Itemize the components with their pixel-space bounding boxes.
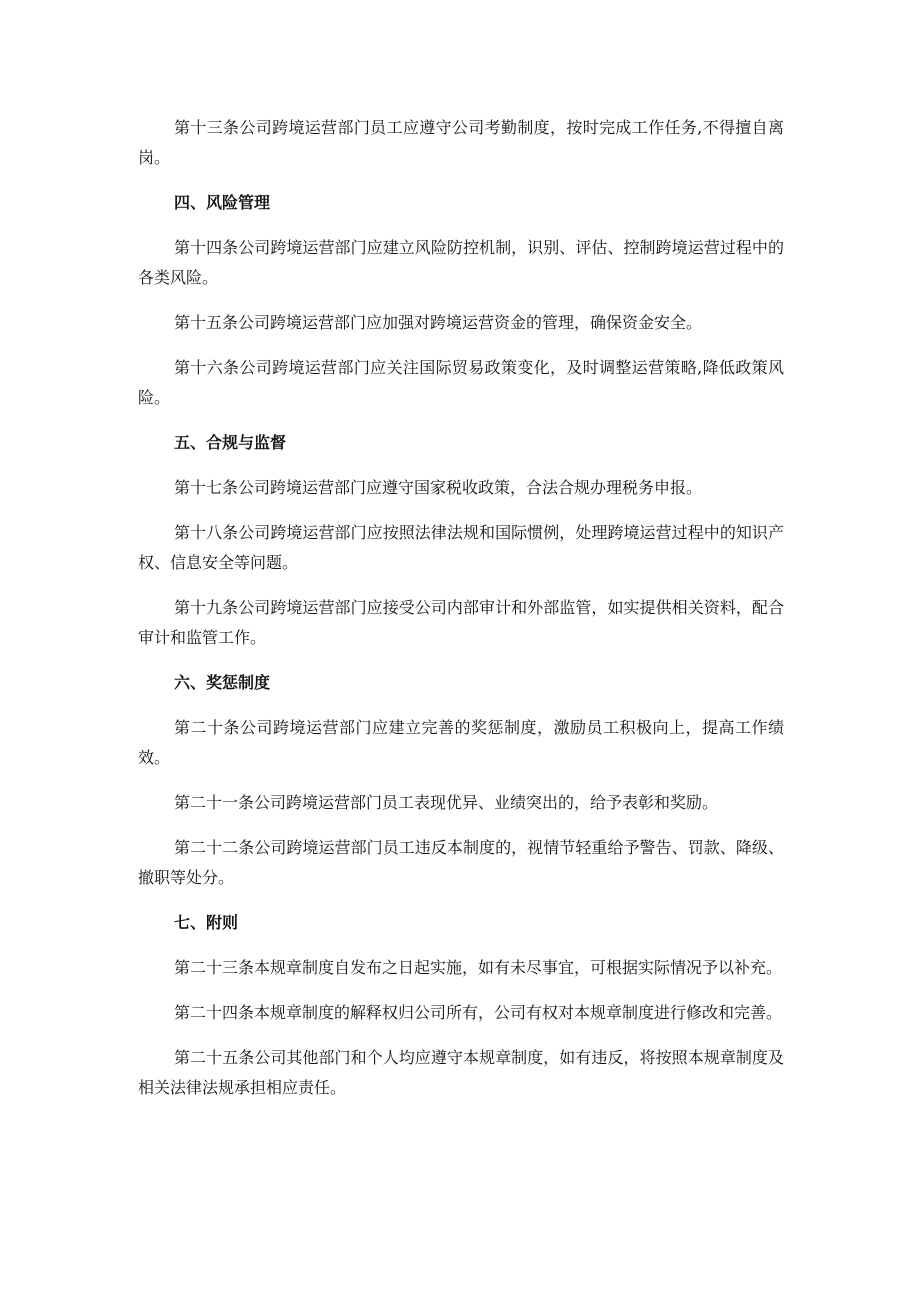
section-heading-compliance: 五、合规与监督 [174, 433, 287, 452]
article-18: 第十八条公司跨境运营部门应按照法律法规和国际惯例，处理跨境运营过程中的知识产权、信息安全等问题。 [138, 523, 784, 572]
article-16: 第十六条公司跨境运营部门应关注国际贸易政策变化，及时调整运营策略,降低政策风险。 [138, 358, 784, 407]
article-23: 第二十三条本规章制度自发布之日起实施，如有未尽事宜，可根据实际情况予以补充。 [174, 958, 783, 977]
document-body [138, 113, 784, 1118]
article-15: 第十五条公司跨境运营部门应加强对跨境运营资金的管理，确保资金安全。 [174, 313, 703, 332]
article-25: 第二十五条公司其他部门和个人均应遵守本规章制度，如有违反，将按照本规章制度及相关法律法规承担相应责任。 [138, 1048, 784, 1097]
article-22: 第二十二条公司跨境运营部门员工违反本制度的，视情节轻重给予警告、罚款、降级、撤职等处分。 [138, 838, 784, 887]
article-14: 第十四条公司跨境运营部门应建立风险防控机制，识别、评估、控制跨境运营过程中的各类风险。 [138, 238, 784, 287]
section-heading-rewards-penalties: 六、奖惩制度 [174, 673, 271, 692]
article-20: 第二十条公司跨境运营部门应建立完善的奖惩制度，激励员工积极向上，提高工作绩效。 [138, 718, 784, 767]
section-heading-risk-management: 四、风险管理 [174, 193, 271, 212]
article-13: 第十三条公司跨境运营部门员工应遵守公司考勤制度，按时完成工作任务,不得擅自离岗。 [138, 118, 784, 167]
section-heading-supplementary: 七、附则 [174, 913, 239, 932]
article-19: 第十九条公司跨境运营部门应接受公司内部审计和外部监管，如实提供相关资料，配合审计和监管工作。 [138, 598, 784, 647]
article-24: 第二十四条本规章制度的解释权归公司所有，公司有权对本规章制度进行修改和完善。 [174, 1003, 783, 1022]
article-21: 第二十一条公司跨境运营部门员工表现优异、业绩突出的，给予表彰和奖励。 [174, 793, 719, 812]
article-17: 第十七条公司跨境运营部门应遵守国家税收政策，合法合规办理税务申报。 [174, 478, 703, 497]
